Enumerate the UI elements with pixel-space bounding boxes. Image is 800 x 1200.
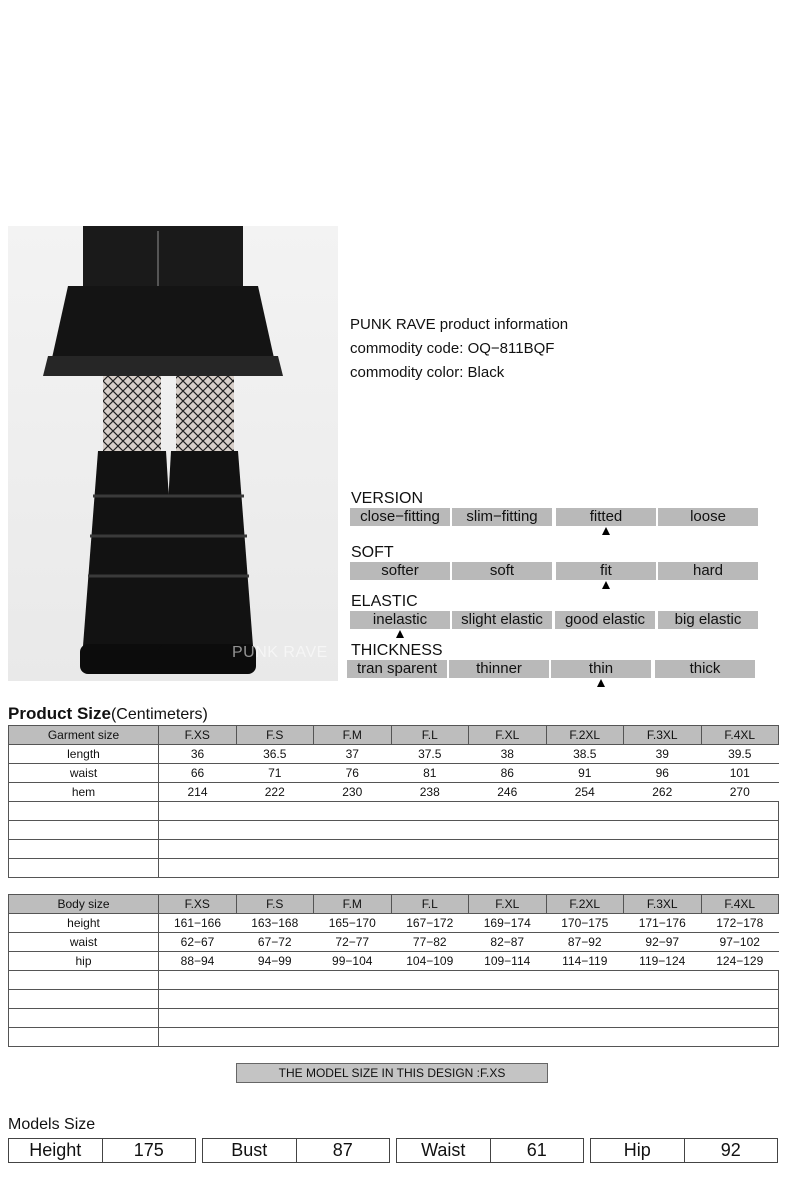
garment-cell: 39 xyxy=(624,745,702,764)
body-header-cell: F.S xyxy=(236,895,314,914)
body-cell: 171−176 xyxy=(624,914,702,933)
model-measure-label: Waist xyxy=(397,1139,491,1162)
garment-cell: 76 xyxy=(314,764,392,783)
garment-cell: 36 xyxy=(159,745,237,764)
garment-empty-row xyxy=(9,840,779,859)
body-cell: height xyxy=(9,914,159,933)
body-header-cell: F.XL xyxy=(469,895,547,914)
scale-option-1-0: softer xyxy=(350,562,450,580)
product-size-heading: Product Size xyxy=(8,704,111,723)
body-header-cell: F.L xyxy=(391,895,469,914)
product-info xyxy=(350,313,568,385)
garment-header-cell: F.2XL xyxy=(546,726,624,745)
garment-cell: 96 xyxy=(624,764,702,783)
scale-option-0-3: loose xyxy=(658,508,758,526)
product-size-title xyxy=(8,704,208,724)
commodity-code-label: commodity code: xyxy=(350,340,464,357)
garment-cell: 38.5 xyxy=(546,745,624,764)
garment-cell: waist xyxy=(9,764,159,783)
body-cell: 77−82 xyxy=(391,933,469,952)
garment-size-table xyxy=(8,725,779,878)
model-measure-bust xyxy=(202,1138,390,1163)
body-cell: 163−168 xyxy=(236,914,314,933)
garment-header-cell: F.4XL xyxy=(701,726,779,745)
garment-header-cell: Garment size xyxy=(9,726,159,745)
product-photo xyxy=(8,226,338,681)
scale-selected-marker-1 xyxy=(602,581,610,589)
body-header-cell: F.XS xyxy=(159,895,237,914)
body-cell: 169−174 xyxy=(469,914,547,933)
garment-header-cell: F.XS xyxy=(159,726,237,745)
garment-cell: 37 xyxy=(314,745,392,764)
body-header-row xyxy=(9,895,779,914)
scale-title-0: VERSION xyxy=(351,490,424,507)
body-cell: 119−124 xyxy=(624,952,702,971)
garment-cell: 36.5 xyxy=(236,745,314,764)
scale-selected-marker-0 xyxy=(602,527,610,535)
garment-cell: hem xyxy=(9,783,159,802)
garment-cell: 222 xyxy=(236,783,314,802)
product-size-unit: (Centimeters) xyxy=(110,706,208,723)
model-measure-value: 175 xyxy=(133,1140,164,1160)
garment-cell: 262 xyxy=(624,783,702,802)
garment-header-cell: F.S xyxy=(236,726,314,745)
body-cell: 72−77 xyxy=(314,933,392,952)
scale-selected-marker-2 xyxy=(396,630,404,638)
models-size-row xyxy=(8,1138,778,1163)
model-illustration xyxy=(8,226,338,681)
model-measure-value: 87 xyxy=(332,1140,353,1160)
scale-option-1-3: hard xyxy=(658,562,758,580)
garment-cell: 254 xyxy=(546,783,624,802)
scale-option-0-1: slim−fitting xyxy=(452,508,552,526)
body-cell: waist xyxy=(9,933,159,952)
model-measure-height xyxy=(8,1138,196,1163)
body-cell: 97−102 xyxy=(701,933,779,952)
body-row xyxy=(9,933,779,952)
body-cell: 67−72 xyxy=(236,933,314,952)
scale-option-1-1: soft xyxy=(452,562,552,580)
garment-header-cell: F.L xyxy=(391,726,469,745)
garment-cell: 214 xyxy=(159,783,237,802)
garment-empty-row xyxy=(9,802,779,821)
model-measure-label: Bust xyxy=(203,1139,297,1162)
body-empty-row xyxy=(9,1009,779,1028)
garment-row xyxy=(9,783,779,802)
scale-option-2-0: inelastic xyxy=(350,611,450,629)
garment-cell: 246 xyxy=(469,783,547,802)
body-cell: 170−175 xyxy=(546,914,624,933)
garment-header-row xyxy=(9,726,779,745)
model-measure-label: Hip xyxy=(591,1139,685,1162)
garment-cell: 66 xyxy=(159,764,237,783)
commodity-color-label: commodity color: xyxy=(350,364,464,381)
garment-cell: length xyxy=(9,745,159,764)
body-row xyxy=(9,952,779,971)
scale-option-2-2: good elastic xyxy=(555,611,655,629)
body-header-cell: F.4XL xyxy=(701,895,779,914)
body-cell: hip xyxy=(9,952,159,971)
garment-cell: 38 xyxy=(469,745,547,764)
body-header-cell: F.M xyxy=(314,895,392,914)
model-measure-waist xyxy=(396,1138,584,1163)
model-measure-value: 61 xyxy=(526,1140,547,1160)
brand-line: PUNK RAVE product information xyxy=(350,316,569,333)
scale-title-1: SOFT xyxy=(351,544,394,561)
body-header-cell: F.2XL xyxy=(546,895,624,914)
garment-cell: 238 xyxy=(391,783,469,802)
body-cell: 82−87 xyxy=(469,933,547,952)
scale-title-3: THICKNESS xyxy=(351,642,443,659)
scale-selected-marker-3 xyxy=(597,679,605,687)
model-measure-hip xyxy=(590,1138,778,1163)
scale-option-3-1: thinner xyxy=(449,660,549,678)
body-cell: 94−99 xyxy=(236,952,314,971)
garment-header-cell: F.M xyxy=(314,726,392,745)
body-cell: 172−178 xyxy=(701,914,779,933)
garment-cell: 81 xyxy=(391,764,469,783)
body-header-cell: F.3XL xyxy=(624,895,702,914)
photo-watermark: PUNK RAVE xyxy=(232,644,328,661)
scale-title-2: ELASTIC xyxy=(351,593,418,610)
garment-empty-row xyxy=(9,859,779,878)
commodity-color-value: Black xyxy=(467,364,505,381)
body-cell: 104−109 xyxy=(391,952,469,971)
body-size-table xyxy=(8,894,779,1047)
body-empty-row xyxy=(9,990,779,1009)
scale-option-2-1: slight elastic xyxy=(452,611,552,629)
scale-option-3-0: tran sparent xyxy=(347,660,447,678)
garment-row xyxy=(9,764,779,783)
body-cell: 114−119 xyxy=(546,952,624,971)
garment-cell: 270 xyxy=(701,783,779,802)
garment-cell: 230 xyxy=(314,783,392,802)
models-size-title: Models Size xyxy=(8,1116,96,1133)
scale-option-0-0: close−fitting xyxy=(350,508,450,526)
body-cell: 109−114 xyxy=(469,952,547,971)
body-empty-row xyxy=(9,1028,779,1047)
scale-option-3-2: thin xyxy=(551,660,651,678)
body-cell: 165−170 xyxy=(314,914,392,933)
garment-cell: 37.5 xyxy=(391,745,469,764)
scale-option-3-3: thick xyxy=(655,660,755,678)
body-cell: 62−67 xyxy=(159,933,237,952)
garment-cell: 91 xyxy=(546,764,624,783)
garment-header-cell: F.XL xyxy=(469,726,547,745)
garment-cell: 86 xyxy=(469,764,547,783)
garment-cell: 101 xyxy=(701,764,779,783)
commodity-code xyxy=(350,337,568,361)
body-cell: 88−94 xyxy=(159,952,237,971)
body-row xyxy=(9,914,779,933)
garment-header-cell: F.3XL xyxy=(624,726,702,745)
body-cell: 87−92 xyxy=(546,933,624,952)
model-measure-value: 92 xyxy=(720,1140,741,1160)
scale-option-1-2: fit xyxy=(556,562,656,580)
model-measure-label: Height xyxy=(9,1139,103,1162)
body-cell: 92−97 xyxy=(624,933,702,952)
body-cell: 99−104 xyxy=(314,952,392,971)
body-cell: 124−129 xyxy=(701,952,779,971)
body-cell: 167−172 xyxy=(391,914,469,933)
body-empty-row xyxy=(9,971,779,990)
garment-cell: 71 xyxy=(236,764,314,783)
body-header-cell: Body size xyxy=(9,895,159,914)
scale-option-0-2: fitted xyxy=(556,508,656,526)
commodity-color xyxy=(350,361,568,385)
garment-cell: 39.5 xyxy=(701,745,779,764)
commodity-code-value: OQ−811BQF xyxy=(467,340,555,357)
model-size-banner: THE MODEL SIZE IN THIS DESIGN :F.XS xyxy=(236,1063,548,1083)
garment-row xyxy=(9,745,779,764)
garment-empty-row xyxy=(9,821,779,840)
body-cell: 161−166 xyxy=(159,914,237,933)
scale-option-2-3: big elastic xyxy=(658,611,758,629)
